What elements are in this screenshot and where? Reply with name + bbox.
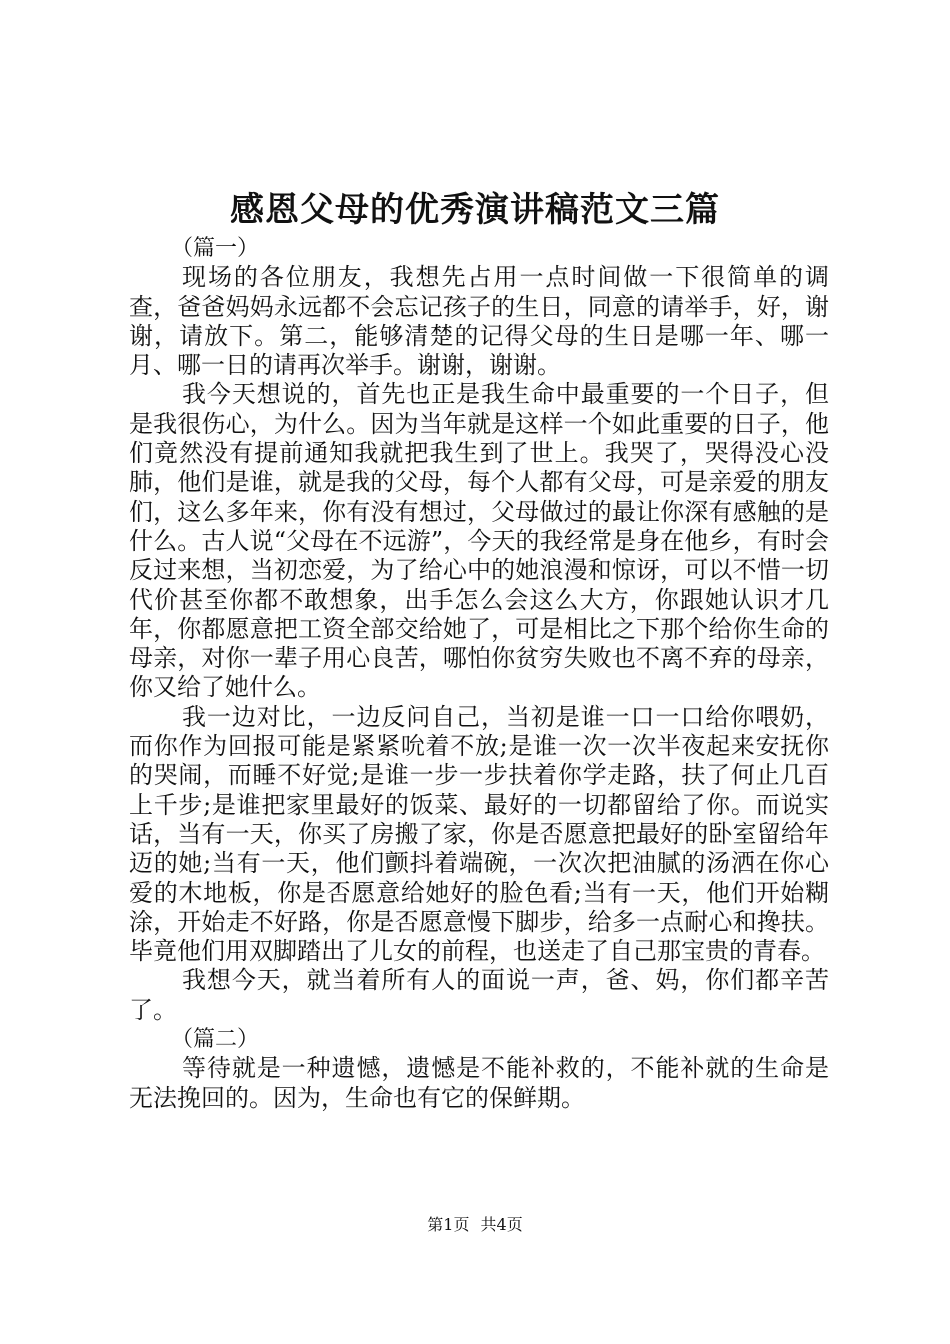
paragraph: 等待就是一种遗憾，遗憾是不能补救的，不能补就的生命是无法挽回的。因为，生命也有它的保鲜期。 [129,1054,829,1112]
page-footer: 第1页 共4页 [427,1215,523,1234]
paragraph: 我想今天，就当着所有人的面说一声，爸、妈，你们都辛苦了。 [129,966,829,1024]
section-label-2: （篇二） [171,1027,260,1053]
paragraph: 现场的各位朋友，我想先占用一点时间做一下很简单的调查，爸爸妈妈永远都不会忘记孩子的生日，同意的请举手，好，谢谢，请放下。第二，能够清楚的记得父母的生日是哪一年、哪一月、哪一日的请再次举手。谢谢，谢谢。 [129,263,829,380]
paragraph: 我今天想说的，首先也正是我生命中最重要的一个日子，但是我很伤心，为什么。因为当年就是这样一个如此重要的日子，他们竟然没有提前通知我就把我生到了世上。我哭了，哭得没心没肺，他们是谁，就是我的父母，每个人都有父母，可是亲爱的朋友们，这么多年来，你有没有想过，父母做过的最让你深有感触的是什么。古人说“父母在不远游”，今天的我经常是身在他乡，有时会反过来想，当初恋爱，为了给心中的她浪漫和惊讶，可以不惜一切代价甚至你都不敢想象，出手怎么会这么大方，你跟她认识才几年，你都愿意把工资全部交给她了，可是相比之下那个给你生命的母亲，对你一辈子用心良苦，哪怕你贫穷失败也不离不弃的母亲，你又给了她什么。 [129,380,829,702]
document-title: 感恩父母的优秀演讲稿范文三篇 [230,190,720,230]
document-body [129,234,829,1113]
paragraph: 我一边对比，一边反问自己，当初是谁一口一口给你喂奶，而你作为回报可能是紧紧吮着不放;是谁一次一次半夜起来安抚你的哭闹，而睡不好觉;是谁一步一步扶着你学走路，扶了何止几百上千步;是谁把家里最好的饭菜、最好的一切都留给了你。而说实话，当有一天，你买了房搬了家，你是否愿意把最好的卧室留给年迈的她;当有一天，他们颤抖着端碗，一次次把油腻的汤洒在你心爱的木地板，你是否愿意给她好的脸色看;当有一天，他们开始糊涂，开始走不好路，你是否愿意慢下脚步，给多一点耐心和搀扶。毕竟他们用双脚踏出了儿女的前程，也送走了自己那宝贵的青春。 [129,702,829,966]
section-label-1: （篇一） [171,236,260,261]
